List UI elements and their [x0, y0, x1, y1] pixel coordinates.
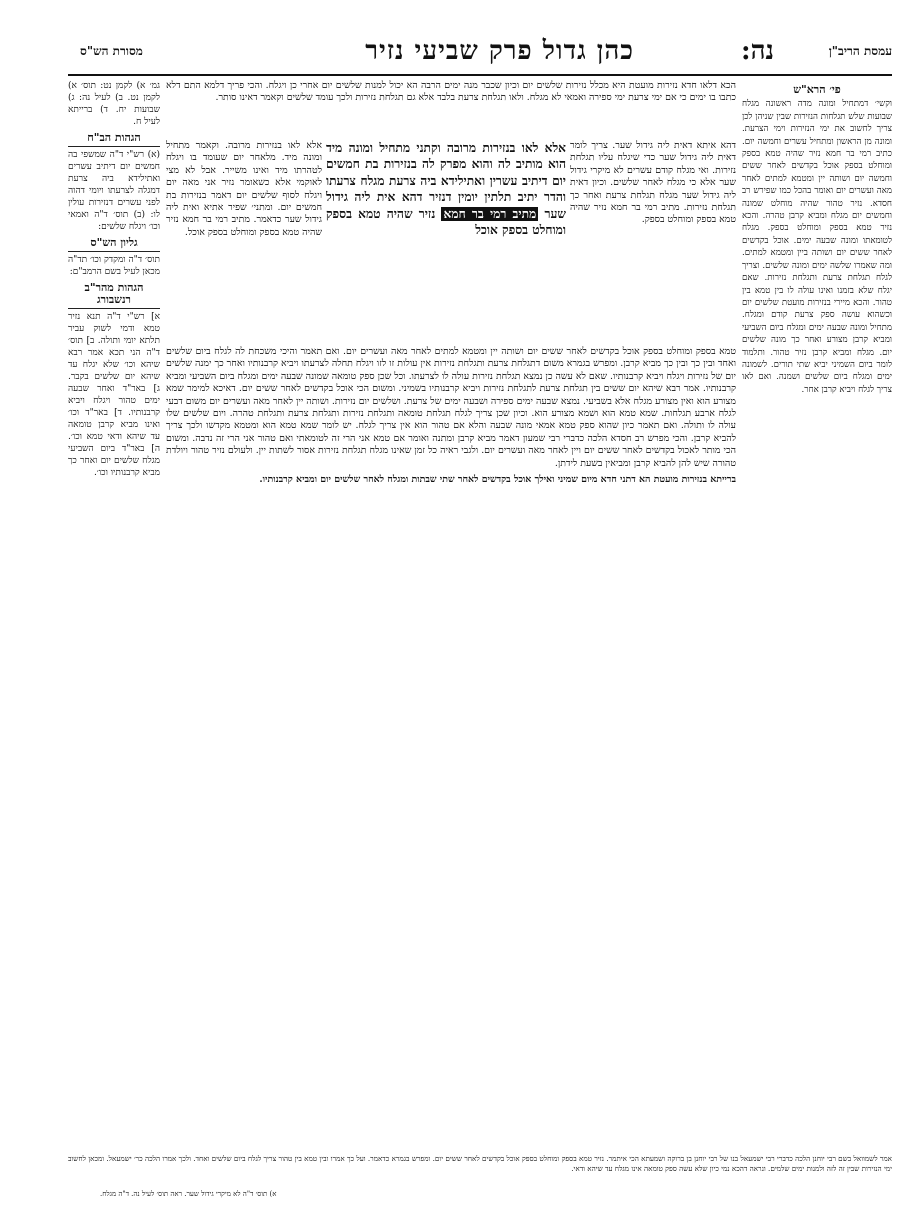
gilyon-title: גליון הש"ס — [68, 237, 160, 252]
header-left-label: מסורת הש"ס — [80, 44, 143, 58]
left-margin-column — [68, 80, 160, 1100]
gemara-text: אלא לאו בנזירות מרובה וקתני מתחיל ומונה מיד הוא מותיב לה והוא מפרק לה בנזירות בת חמשים יום דיתיב עשרין ואתילידא ביה צרעת מגלח צרעתו והדר יתיב תלתין יומין דנזיר דהא אית ליה גידול שער — [326, 141, 566, 221]
hagahot-text: (א) רש"י ד"ה שמשפי בה חמשים יום דיתיב עשרים ואתילידא ביה צרעת דמגלה לצרעתו ויומי דהוה לפני עשרים דנזירות עולין לו: (ב) תוס׳ ד"ה ואמאי וכו׳ ויגלח שלשים: — [68, 150, 160, 232]
commentary-right: דהא איתא דאית ליה גידול שער. צריך לומר דאית ליה גידול שער כדי שיגלח עליו תגלחת נזירות. ואי מגלח קודם עשרים לא מיקרי גידול שער אלא כי מגלח לאחר שלשים. וכיון דאית ליה גידול שער מגלח תגלחת צרעת ואחר כך תגלחת נזירות. מתיב רמי בר חמא נזיר שהיה טמא בספק ומוחלט בספק. — [570, 140, 736, 226]
page-header — [0, 36, 914, 76]
header-daf-number: נה: — [740, 36, 774, 66]
rashi-body-text: טמא בספק ומוחלט בספק אוכל בקדשים לאחר ששים יום ושותה יין ומטמא למתים לאחר מאה ועשרים יום. ואם תאמר והיכי משכחת לה לגלח ביום שלשים ואחד ובין כך ובין כך מביא קרבן. ומפרש בגמרא משום דתגלחת צרעת ותגלחת נזירות אין עולות זו לזו ויגלח תחלה לצרעתו ויביא קרבנותיו ואחר כך ימנה שלשים יום של נזירות ויגלח ויביא קרבנותיו. שאם לא עשה כן נמצא תגלחת נזירות עולה לו לצרעתו. וכל שכן ספק טומאה שמונה שבעה ימים ומגלח ביום השביעי ומביא קרבנותיו. אמר רבא שיהא יום ששים בין תגלחת צרעת לתגלחת נזירות ויביא קרבנותיו בשמיני. ומשום הכי אוכל בקדשים לאחר ששים יום. דאיכא למימר שמא מצורע הוא ואין מצורע מגלח אלא בשביעי. נמצא שבעה ימים ספירה ושבעה ימים של צרעת. ושלשים יום נזירות. ושותה יין לאחר מאה ועשרים יום משום דבעי לגלח ארבע תגלחות. שמא טמא הוא ושמא מצורע הוא. וכיון שכן צריך לגלח תגלחת טומאה ותגלחת נזירות ותגלחת צרעת ותגלחת טהרה. ויום שלשים שלו עולה לו ותולה. ואם תאמר כיון שהוא ספק טמא אמאי מונה שבעה והלא אם טהור הוא אין צריך לגלח. יש לומר שמא טמא הוא ומטמא מקדשו ולכך צריך להביא קרבן. והכי מפרש רב חסדא הלכה כדברי רבי שמעון דאמר מביא קרבן ומתנה ואומר אם טמא אני הרי זה לטומאתי ואם טהור אני הרי זה נדבה. ומשום הכי מותר לאכול בקדשים לאחר ששים יום ויין לאחר מאה ועשרים יום. ולגבי ראיה כל זמן שאינו מגלח תגלחת נזירות אסור לשתות יין. ולעולם נזיר טהור ויולדת טהורה שיש להן להביא קרבן ומביאין בשעת לידתן. — [166, 346, 736, 469]
gemara-text-after: נזיר שהיה טמא בספק ומוחלט בספק אוכל — [326, 206, 566, 238]
rosh-text: וקשי׳ דמתחיל ומונה מדה ראשונה מגלח שבועות שלש תגלחות הנזירות שבין שניהן לכן צריך לחשוב את ימי הנזירות וימי הצרעת. ומונה מן הראשון ומתחיל עשרים וחמשה יום. כתיב רמי בר חמא נזיר שהיה טמא בספק ומוחלט בספק אוכל בקדשים לאחר ששים וחמשה יום ושותה יין ומטמא למתים לאחר מאה ועשרים יום ואומר בהכל כמו שפירש רב חסדא. נזיר טהור שהיה מוחלט שמונה וחמשים יום מגלח ומביא קרבן טהרה. והכא נזיר טמא בספק ומוחלט בספק. מגלח לטומאתו ומונה שבעה ימים. אוכל בקדשים לאחר ששים יום ושותה ביין ומטמא למתים. ומה שאמרו שלשה ימים ומונה שלשים. וצריך לגלח תגלחת צרעת ותגלחת נזירות. שאם יגלח שלא בזמנו ואינו עולה לו בין טמא בין טהור. והכא מיירי בנזירות מועטת שלשים יום וכשהוא עושה ספק צרעת קודם ומגלח. מתחיל ומונה שבעה ימים ומגלח ביום השביעי ומביא קרבן מצורע ואחר כך מונה שלשים יום. מגלח ומביא קרבן נזיר טהור. ותלמוד לומר ביום השמיני יביא שתי תורים. לשמונה ימים ומגלח ביום שלשים ושמנה. ואם לאו צריך לגלח ויביא קרבן אחר. — [742, 99, 892, 395]
maharsha-title: הגהות מהר"ב רנשבורג — [68, 282, 160, 309]
maharsha-text: א] רש"י ד"ה תנא נזיר טמא ודמי לשוק עביר תלתא יומי ותולה. ב] תוס׳ ד"ה הני תכא אמר רבא שיהא וכו׳ שלא יגלח עד שיהא יום שלשים בקבר. ג] באר"ד ואחר שבעה ימים טהור ויגלח ויביא קרבנותיו. ד] באר"ד וכו׳ ואינו מביא קרבן טומאה עד שיהא ודאי טמא וכו׳. ה] באר"ד ביום השביעי מגלח שלשים יום ואחר כך מביא קרבנותיו וכו׳. — [68, 312, 160, 478]
header-rule — [68, 74, 892, 76]
footnote: א) תוס׳ ד"ה לא מיקרי גידול שער. ראה תוס׳ לעיל נה. ד"ה מגלח. — [100, 1190, 277, 1198]
gemara-highlight: מתיב רמי בר חמא — [443, 206, 537, 221]
hagahot-title: הגהות הב"ח — [68, 132, 160, 147]
footer-text: אמר לשמוואל בשם רבי יוחנן הלכה כדברי רבי ישמעאל בנו של רבי יוחנן בן ברוקה ושמעתא הכי איתמר. נזיר טמא בספק ומוחלט בספק אוכל בקדשים לאחר ששים יום. ומפרש בגמרא כדאמר. ועל כך אמרו ובין טמא בין טהור צריך לגלח ביום שלשים ואחד. ולכך אמרו הלכה כר׳ ישמעאל. ומכאן לחשוב ימי הנזירות שבין זה לזה ולמנות ימים שלמים. ונראה דהכא נמי כיון שלא עשה ספק טומאה אינו מגלח עד שיהא ודאי. — [68, 1154, 892, 1173]
commentary-top: הכא דלאו חדא נזירות מועטת היא מכלל נזירות שלשים יום וכיון שכבר מנה ימים הרבה הא יכול למנות שלשים יום אחרי כן ויגלח. והכי פריך דלמא התם דלא כתבו בו ימים כי אם ימי צרעת ימי ספירה ואמאי לא מגלח. ולאו תגלחת צרעת בלבד אלא גם תגלחת נזירות ולכך עומד שלשים וקאמר דאינו סותר. — [166, 80, 736, 104]
commentary-main-body — [166, 346, 736, 1106]
gemara-text-block — [326, 140, 566, 340]
closing-line: ברייתא בנזירות מועטת הא דתני חדא מיום שמיני ואילך אוכל בקדשים לאחר שתי שבתות ומגלח לאחר שלשים יום ומביא קרבנותיו. — [259, 474, 736, 486]
gilyon-text: תוס׳ ד"ה ומקדק וכו׳ תד"ה מכאן לעיל בשם הרמב"ם: — [68, 255, 160, 277]
right-margin-column — [742, 80, 892, 1150]
header-right-label: עמסת הריב"ן — [828, 44, 892, 58]
rosh-title: פי׳ הרא"ש — [793, 83, 841, 96]
commentary-left: אלא לאו בנזירות מרובה. וקאמר מתחיל ומונה מיד. מלאחר יום שעומד בו ויגלח לטהרתו מיד ואינו משייר. אבל לא מצי לאוקמי אלא כשאומר נזיר אני מאה יום ויגלח לסוף שלשים יום דאמר בנזירות בת חמשים יום. ומתני׳ שפיר אתיא ואית ליה גידול שער כדאמר. מתיב רמי בר חמא נזיר שהיה טמא בספק ומוחלט בספק אוכל. — [166, 140, 322, 238]
masoret-refs: גמ׳ א) לקמן נט: תוס׳ א) לקמן נט. ב) לעיל נה: ג) שבועות יח. ד) ברייתא לעיל ח. — [68, 81, 160, 127]
header-title: כהן גדול פרק שביעי נזיר — [365, 36, 634, 66]
